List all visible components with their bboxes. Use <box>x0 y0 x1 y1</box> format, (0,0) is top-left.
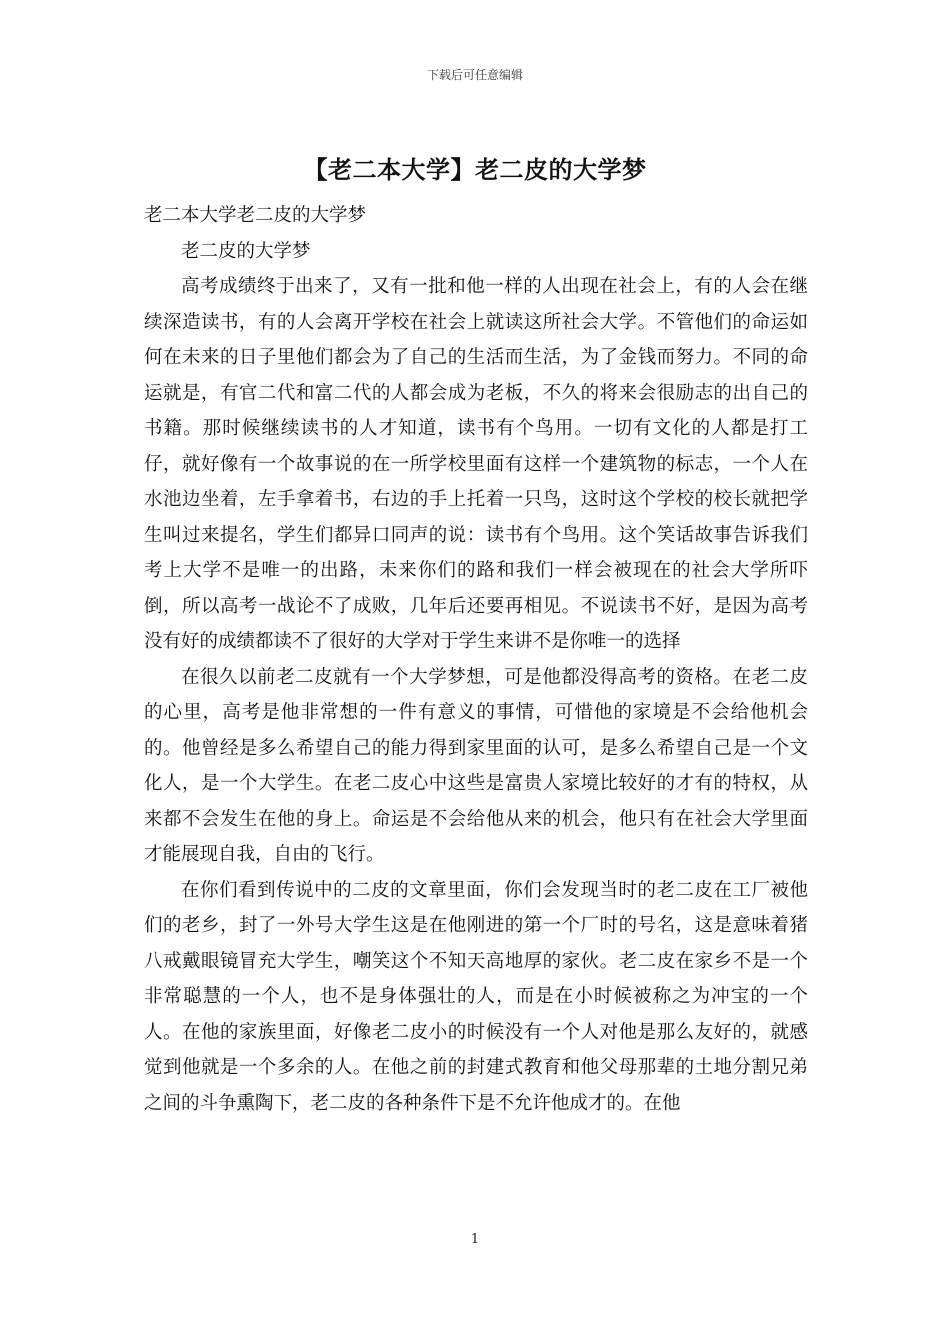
paragraph: 在你们看到传说中的二皮的文章里面，你们会发现当时的老二皮在工厂被他们的老乡，封了一外号大学生这是在他刚进的第一个厂时的号名，这是意味着猪八戒戴眼镜冒充大学生，嘲笑这个不知天高地厚的家伙。老二皮在家乡不是一个非常聪慧的一个人，也不是身体强壮的人，而是在小时候被称之为冲宝的一个人。在他的家族里面，好像老二皮小的时候没有一个人对他是那么友好的，就感觉到他就是一个多余的人。在他之前的封建式教育和他父母那辈的土地分割兄弟之间的斗争熏陶下，老二皮的各种条件下是不允许他成才的。在他 <box>144 879 808 1114</box>
page-header-note: 下载后可任意编辑 <box>426 68 523 82</box>
document-body <box>144 198 808 1121</box>
paragraph: 在很久以前老二皮就有一个大学梦想，可是他都没得高考的资格。在老二皮的心里，高考是他非常想的一件有意义的事情，可惜他的家境是不会给他机会的。他曾经是多么希望自己的能力得到家里面的认可，是多么希望自己是一个文化人，是一个大学生。在老二皮心中这些是富贵人家境比较好的才有的特权，从来都不会发生在他的身上。命运是不会给他从来的机会，他只有在社会大学里面才能展现自我，自由的飞行。 <box>144 666 808 865</box>
paragraph: 高考成绩终于出来了，又有一批和他一样的人出现在社会上，有的人会在继续深造读书，有的人会离开学校在社会上就读这所社会大学。不管他们的命运如何在未来的日子里他们都会为了自己的生活而生活，为了金钱而努力。不同的命运就是，有官二代和富二代的人都会成为老板，不久的将来会很励志的出自己的书籍。那时候继续读书的人才知道，读书有个鸟用。一切有文化的人都是打工仔，就好像有一个故事说的在一所学校里面有这样一个建筑物的标志，一个人在水池边坐着，左手拿着书，右边的手上托着一只鸟，这时这个学校的校长就把学生叫过来提名，学生们都异口同声的说：读书有个鸟用。这个笑话故事告诉我们考上大学不是唯一的出路，未来你们的路和我们一样会被现在的社会大学所吓倒，所以高考一战论不了成败，几年后还要再相见。不说读书不好，是因为高考没有好的成绩都读不了很好的大学对于学生来讲不是你唯一的选择 <box>144 276 808 652</box>
document-title: 【老二本大学】老二皮的大学梦 <box>303 155 647 184</box>
document-subtitle: 老二本大学老二皮的大学梦 <box>144 205 367 226</box>
paragraph: 老二皮的大学梦 <box>181 240 311 262</box>
page-number: 1 <box>470 1232 480 1247</box>
